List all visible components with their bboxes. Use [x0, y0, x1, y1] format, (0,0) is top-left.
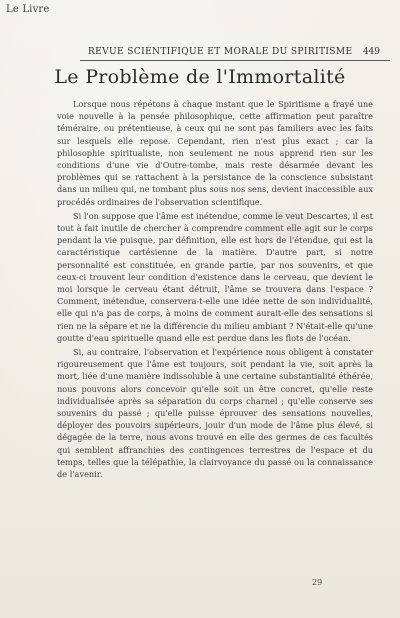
- paragraph: Si, au contraire, l'observation et l'expérience nous obligent à constater rigoureusement que l'âme est toujours, soit pendant la vie, soit après la mort, liée d'une manière indissoluble à une certaine substantialité éthérée, nous pouvons alors concevoir qu'elle soit un être concret, qu'elle reste individualisée après sa séparation du corps charnel ; qu'elle conserve ses souvenirs du passé ; qu'elle puisse éprouver des sensations nouvelles, déployer des pouvoirs supérieurs, jouir d'un mode de l'âme plus élevé, si dégagée de la terre, nous avons trouvé en elle des germes de ces facultés qui semblent affranchies des contingences terrestres de l'espace et du temps, telles que la télépathie, la clairvoyance du passé ou la connaissance de l'avenir.: [57, 347, 373, 480]
- scan-smudge: [250, 210, 310, 240]
- folio-mark: 29: [312, 578, 323, 587]
- article-body: [57, 98, 373, 482]
- page-number: 449: [362, 47, 380, 57]
- paragraph: Si l'on suppose que l'âme est inétendue, comme le veut Descartes, il est tout à fait inutile de chercher à comprendre comment elle agit sur le corps pendant la vie puisque, par définition, elle est hors de l'étendue, qui est la caractéristique cartésienne de la matière. D'autre part, si notre personnalité est constituée, en grande partie, par nos souvenirs, et que ceux-ci trouvent leur condition d'existence dans le cerveau, que devient le moi lorsque le cerveau étant détruit, l'âme se trouvera dans l'espace ? Comment, inétendue, conservera-t-elle une idée nette de son individualité, elle qui n'a pas de corps, à moins de comment aurait-elle des sensations si rien ne la sépare et ne la différencie du milieu ambiant ? N'était-elle qu'une goutte d'eau spirituelle quand elle est perdue dans les flots de l'océan.: [57, 210, 373, 343]
- article-title: Le Problème de l'Immortalité: [54, 66, 346, 88]
- running-header: [80, 47, 390, 61]
- header-rule: [80, 60, 390, 61]
- scan-smudge: [140, 420, 180, 440]
- journal-title: REVUE SCIENTIFIQUE ET MORALE DU SPIRITISME: [88, 47, 353, 57]
- brand-logo: Le Livre: [6, 4, 50, 15]
- paragraph: Lorsque nous répétons à chaque instant que le Spiritisme a frayé une voie nouvelle à la pensée philosophique, cette affirmation peut paraître téméraire, ou prétentieuse, à ceux qui ne sont pas familiers avec les faits sur lesquels elle repose. Cependant, rien n'est plus exact ; car la philosophie spiritualiste, non seulement ne nous apprend rien sur les conditions d'une vie d'Outre-tombe, mais reste désarmée devant les problèmes qui se rattachent à la persistance de la conscience subsistant dans un milieu qui, ne tombant plus sous nos sens, devient inaccessible aux procédés ordinaires de l'observation scientifique.: [57, 99, 373, 207]
